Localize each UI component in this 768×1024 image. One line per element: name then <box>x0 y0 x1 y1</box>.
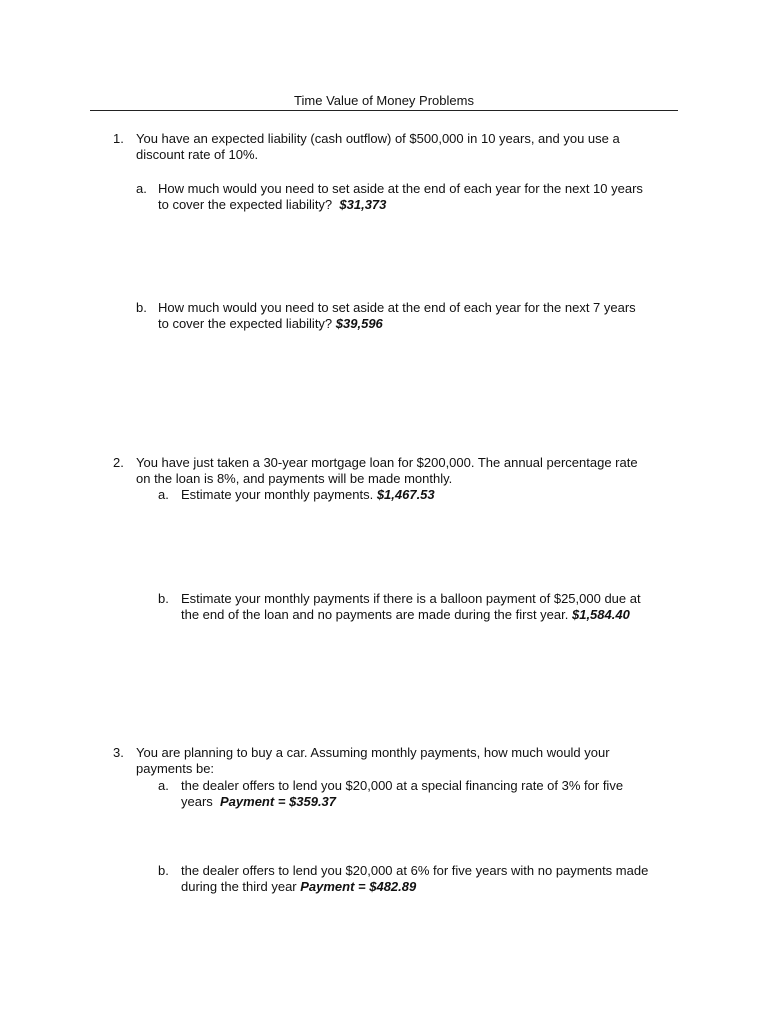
part-text-segment: to cover the expected liability? <box>158 316 336 331</box>
part-text-line: the dealer offers to lend you $20,000 at a special financing rate of 3% for five <box>181 778 624 793</box>
problem-text <box>136 131 620 163</box>
part-label: a. <box>158 778 169 793</box>
part-text-line-with-answer <box>158 316 636 332</box>
problem-text-line: You are planning to buy a car. Assuming monthly payments, how much would your <box>136 745 610 760</box>
part-text-line-with-answer <box>181 794 623 810</box>
part-text-line-with-answer <box>181 607 641 623</box>
part-text-line: the dealer offers to lend you $20,000 at 6% for five years with no payments made <box>181 863 649 878</box>
part-text <box>181 863 648 895</box>
part-text-segment: Estimate your monthly payments. <box>181 487 377 502</box>
part-text-line: How much would you need to set aside at the end of each year for the next 10 years <box>158 181 643 196</box>
part-text-segment: during the third year <box>181 879 301 894</box>
part-text-segment: years <box>181 794 221 809</box>
problem-text-line: You have an expected liability (cash outflow) of $500,000 in 10 years, and you use a <box>136 131 620 146</box>
problem-number: 3. <box>113 745 124 760</box>
answer: Payment = $359.37 <box>220 794 337 809</box>
problem-text-line: payments be: <box>136 761 215 776</box>
part-text-segment: to cover the expected liability? <box>158 197 340 212</box>
answer: $31,373 <box>339 197 387 212</box>
problem-text-line: on the loan is 8%, and payments will be made monthly. <box>136 471 453 486</box>
problem-number: 2. <box>113 455 124 470</box>
title-underline <box>90 110 678 111</box>
answer: $1,467.53 <box>376 487 435 502</box>
answer: Payment = $482.89 <box>300 879 417 894</box>
part-text-line-with-answer <box>158 197 643 213</box>
answer: $39,596 <box>335 316 383 331</box>
part-text <box>181 778 623 810</box>
problem-text-line: You have just taken a 30-year mortgage loan for $200,000. The annual percentage rate <box>136 455 638 470</box>
part-text <box>181 591 641 623</box>
part-text-line-with-answer <box>181 487 435 503</box>
part-text-segment: the end of the loan and no payments are made during the first year. <box>181 607 572 622</box>
part-text <box>158 300 636 332</box>
part-label: a. <box>158 487 169 502</box>
part-label: a. <box>136 181 147 196</box>
problem-text <box>136 455 638 487</box>
part-label: b. <box>158 863 169 878</box>
problem-text-line: discount rate of 10%. <box>136 147 259 162</box>
part-text-line: Estimate your monthly payments if there is a balloon payment of $25,000 due at <box>181 591 641 606</box>
part-text <box>181 487 435 503</box>
problem-number: 1. <box>113 131 124 146</box>
page-title: Time Value of Money Problems <box>294 93 474 108</box>
part-label: b. <box>136 300 147 315</box>
answer: $1,584.40 <box>571 607 630 622</box>
part-text-line-with-answer <box>181 879 648 895</box>
problem-text <box>136 745 610 777</box>
part-text-line: How much would you need to set aside at the end of each year for the next 7 years <box>158 300 636 315</box>
part-text <box>158 181 643 213</box>
part-label: b. <box>158 591 169 606</box>
